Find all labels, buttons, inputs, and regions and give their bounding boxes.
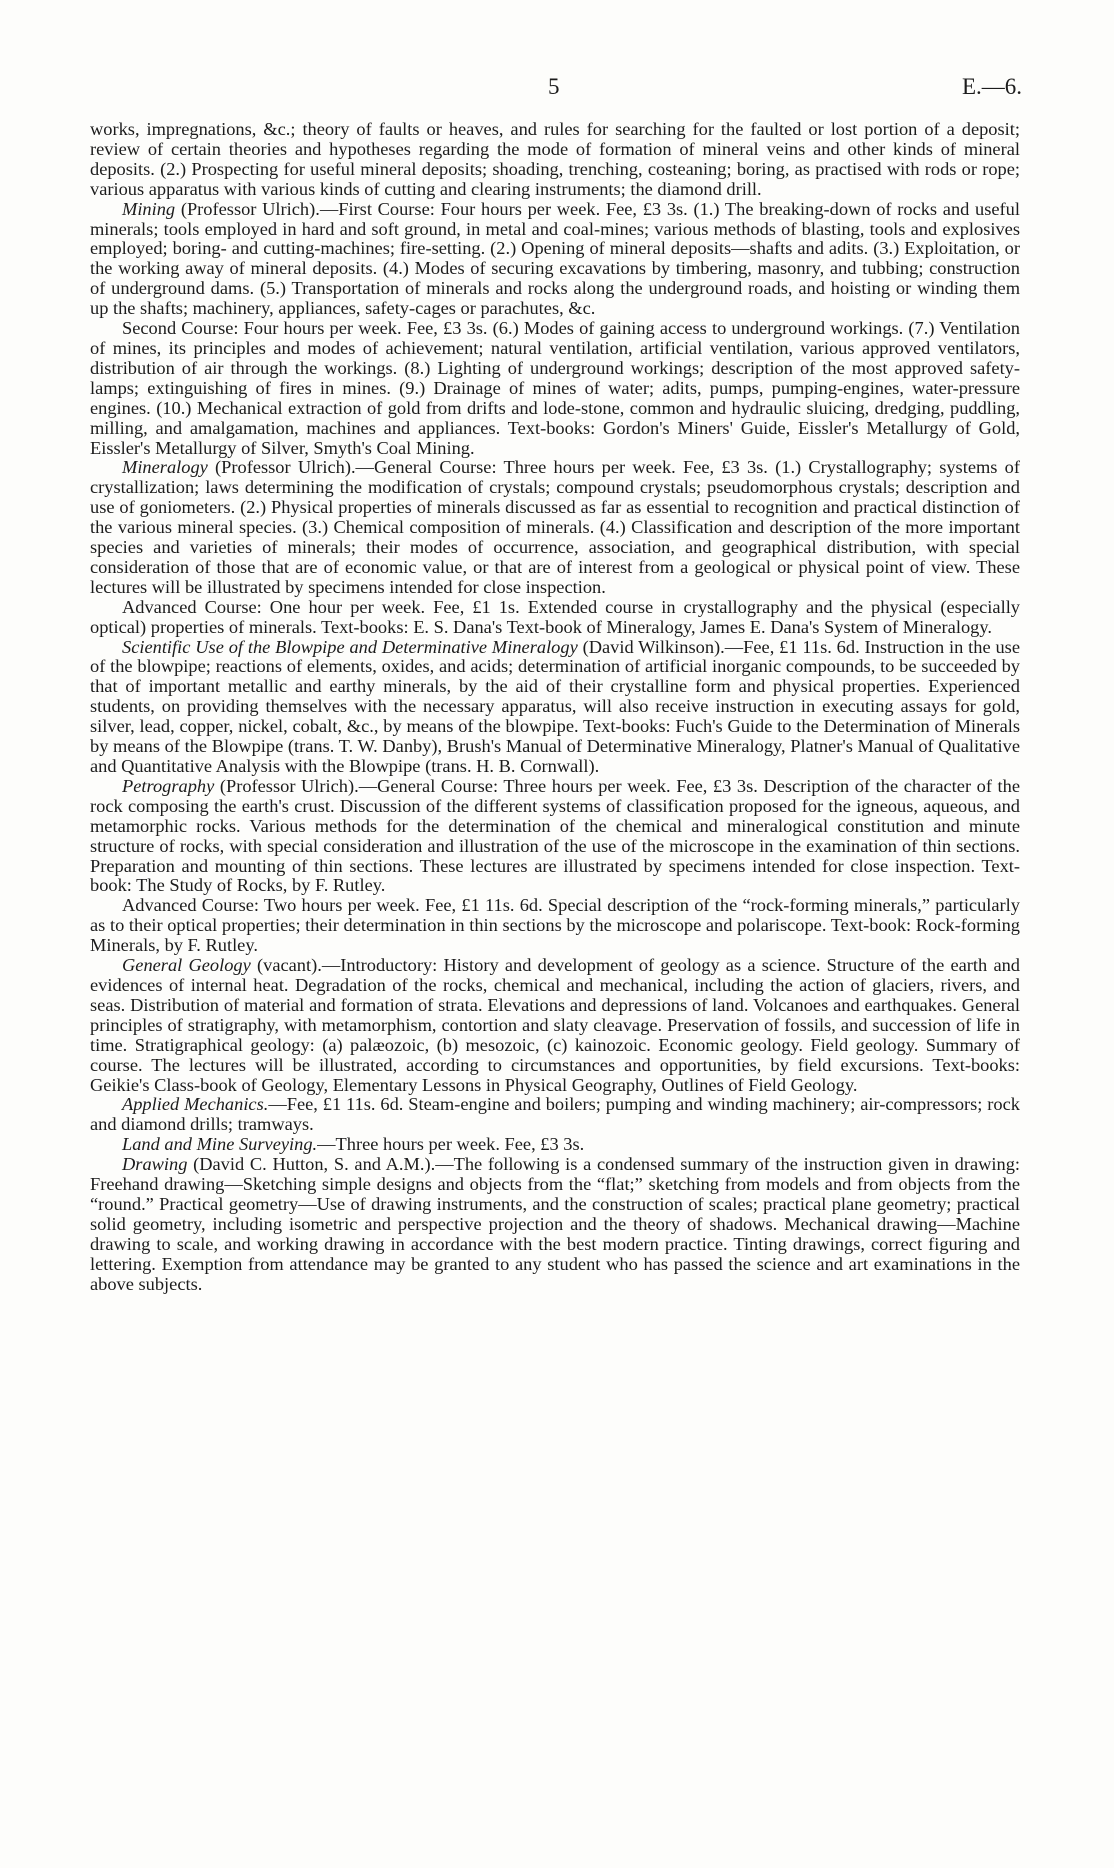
- paragraph-text: (David Wilkinson).—Fee, £1 11s. 6d. Instruction in the use of the blowpipe; reactions of elements, oxides, and acids; determination of artificial inorganic compounds, to be succeeded by that of important metallic and earthy minerals, by the aid of their crystalline form and physical properties. Experienced students, on providing themselves with the necessary apparatus, will also receive instruction in executing assays for gold, silver, lead, copper, nickel, cobalt, &c., by means of the blowpipe. Text-books: Fuch's Guide to the Determination of Minerals by means of the Blowpipe (trans. T. W. Danby), Brush's Manual of Determinative Mineralogy, Platner's Manual of Qualitative and Quantitative Analysis with the Blowpipe (trans. H. B. Cornwall).: [90, 636, 1020, 776]
- paragraph-mining-second-course: [90, 319, 1020, 458]
- paragraph-lead: Petrography: [122, 775, 215, 796]
- paragraph-text: Second Course: Four hours per week. Fee, £3 3s. (6.) Modes of gaining access to underground workings. (7.) Ventilation of mines, its principles and modes of achievement; natural ventilation, artificial ventilation, various approved ventilators, distribution of air through the workings. (8.) Lighting of underground workings; description of the most approved safety-lamps; extinguishing of fires in mines. (9.) Drainage of mines of water; adits, pumps, pumping-engines, water-pressure engines. (10.) Mechanical extraction of gold from drifts and lode-stone, common and hydraulic sluicing, dredging, puddling, milling, and amalgamation, machines and appliances. Text-books: Gordon's Miners' Guide, Eissler's Metallurgy of Gold, Eissler's Metallurgy of Silver, Smyth's Coal Mining.: [90, 318, 1020, 458]
- paragraph-petrography-advanced: [90, 896, 1020, 956]
- paragraph-drawing: [90, 1155, 1020, 1294]
- paragraph-lead: Applied Mechanics.: [122, 1094, 269, 1115]
- paragraph-text: (David C. Hutton, S. and A.M.).—The following is a condensed summary of the instruction given in drawing: Freehand drawing—Sketching simple designs and objects from the “flat;” sketching from models and from objects from the “round.” Practical geometry—Use of drawing instruments, and the construction of scales; practical plane geometry; practical solid geometry, including isometric and perspective projection and the theory of shadows. Mechanical drawing—Machine drawing to scale, and working drawing in accordance with the best modern practice. Tinting drawings, correct figuring and lettering. Exemption from attendance may be granted to any student who has passed the science and art examinations in the above subjects.: [90, 1154, 1020, 1294]
- page-number: 5: [548, 74, 560, 99]
- paragraph-text: (Professor Ulrich).—General Course: Three hours per week. Fee, £3 3s. (1.) Crystallography; systems of crystallization; laws determining the modification of crystals; compound crystals; pseudomorphous crystals; description and use of goniometers. (2.) Physical properties of minerals discussed as far as essential to recognition and practical distinction of the various mineral species. (3.) Chemical composition of minerals. (4.) Classification and description of the more important species and varieties of minerals; their modes of occurrence, association, and geographical distribution, with special consideration of those that are of economic value, or that are of interest from a geological or physical point of view. These lectures will be illustrated by specimens intended for close inspection.: [90, 457, 1020, 597]
- paragraph-continuation: [90, 120, 1020, 200]
- paragraph-text: —Fee, £1 11s. 6d. Steam-engine and boilers; pumping and winding machinery; air-compressors; rock and diamond drills; tramways.: [90, 1094, 1020, 1135]
- paragraph-text: —Three hours per week. Fee, £3 3s.: [317, 1134, 585, 1155]
- body-text: [90, 120, 1020, 1294]
- paragraph-lead: Mining: [122, 198, 176, 219]
- paragraph-general-geology: [90, 956, 1020, 1095]
- page-header: [0, 74, 1114, 104]
- paragraph-lead: Drawing: [122, 1154, 188, 1175]
- paragraph-mineralogy: [90, 458, 1020, 597]
- paragraph-petrography: [90, 777, 1020, 896]
- paragraph-lead: Scientific Use of the Blowpipe and Determinative Mineralogy: [122, 636, 578, 657]
- paragraph-text: works, impregnations, &c.; theory of faults or heaves, and rules for searching for the faulted or lost portion of a deposit; review of certain theories and hypotheses regarding the mode of formation of mineral veins and other kinds of mineral deposits. (2.) Prospecting for useful mineral deposits; shoading, trenching, costeaning; boring, as practised with rods or rope; various apparatus with various kinds of cutting and clearing instruments; the diamond drill.: [90, 119, 1020, 199]
- paragraph-text: (Professor Ulrich).—General Course: Three hours per week. Fee, £3 3s. Description of the character of the rock composing the earth's crust. Discussion of the different systems of classification proposed for the igneous, aqueous, and metamorphic rocks. Various methods for the determination of the chemical and mineralogical constitution and minute structure of rocks, with special consideration and illustration of the use of the microscope in the examination of thin sections. Preparation and mounting of thin sections. These lectures are illustrated by specimens intended for close inspection. Text-book: The Study of Rocks, by F. Rutley.: [90, 775, 1020, 896]
- paragraph-blowpipe: [90, 638, 1020, 777]
- paragraph-text: Advanced Course: Two hours per week. Fee, £1 11s. 6d. Special description of the “rock-forming minerals,” particularly as to their optical properties; their determination in thin sections by the microscope and polariscope. Text-book: Rock-forming Minerals, by F. Rutley.: [90, 895, 1020, 956]
- paragraph-lead: Land and Mine Surveying.: [122, 1134, 318, 1155]
- paragraph-mineralogy-advanced: [90, 598, 1020, 638]
- paragraph-surveying: [90, 1135, 1020, 1155]
- paragraph-mining: [90, 200, 1020, 319]
- paragraph-text: (Professor Ulrich).—First Course: Four hours per week. Fee, £3 3s. (1.) The breaking-down of rocks and useful minerals; tools employed in hard and soft ground, in metal and coal-mines; various methods of blasting, tools and explosives employed; boring- and cutting-machines; fire-setting. (2.) Opening of mineral deposits—shafts and adits. (3.) Exploitation, or the working away of mineral deposits. (4.) Modes of securing excavations by timbering, masonry, and tubbing; construction of underground dams. (5.) Transportation of minerals and rocks along the underground roads, and hoisting or winding them up the shafts; machinery, appliances, safety-cages or parachutes, &c.: [90, 198, 1020, 319]
- paragraph-text: Advanced Course: One hour per week. Fee, £1 1s. Extended course in crystallography and the physical (especially optical) properties of minerals. Text-books: E. S. Dana's Text-book of Mineralogy, James E. Dana's System of Mineralogy.: [90, 596, 1020, 637]
- paragraph-lead: General Geology: [122, 955, 251, 976]
- paragraph-applied-mechanics: [90, 1095, 1020, 1135]
- paragraph-lead: Mineralogy: [122, 457, 208, 478]
- paragraph-text: (vacant).—Introductory: History and development of geology as a science. Structure of the earth and evidences of internal heat. Degradation of the rocks, chemical and mechanical, including the action of glaciers, rivers, and seas. Distribution of material and formation of strata. Elevations and depressions of land. Volcanoes and earthquakes. General principles of stratigraphy, with metamorphism, contortion and slaty cleavage. Preservation of fossils, and succession of life in time. Stratigraphical geology: (a) palæozoic, (b) mesozoic, (c) kainozoic. Economic geology. Field geology. Summary of course. The lectures will be illustrated, according to circumstances and opportunities, by field excursions. Text-books: Geikie's Class-book of Geology, Elementary Lessons in Physical Geography, Outlines of Field Geology.: [90, 955, 1020, 1095]
- document-reference: E.—6.: [961, 74, 1022, 99]
